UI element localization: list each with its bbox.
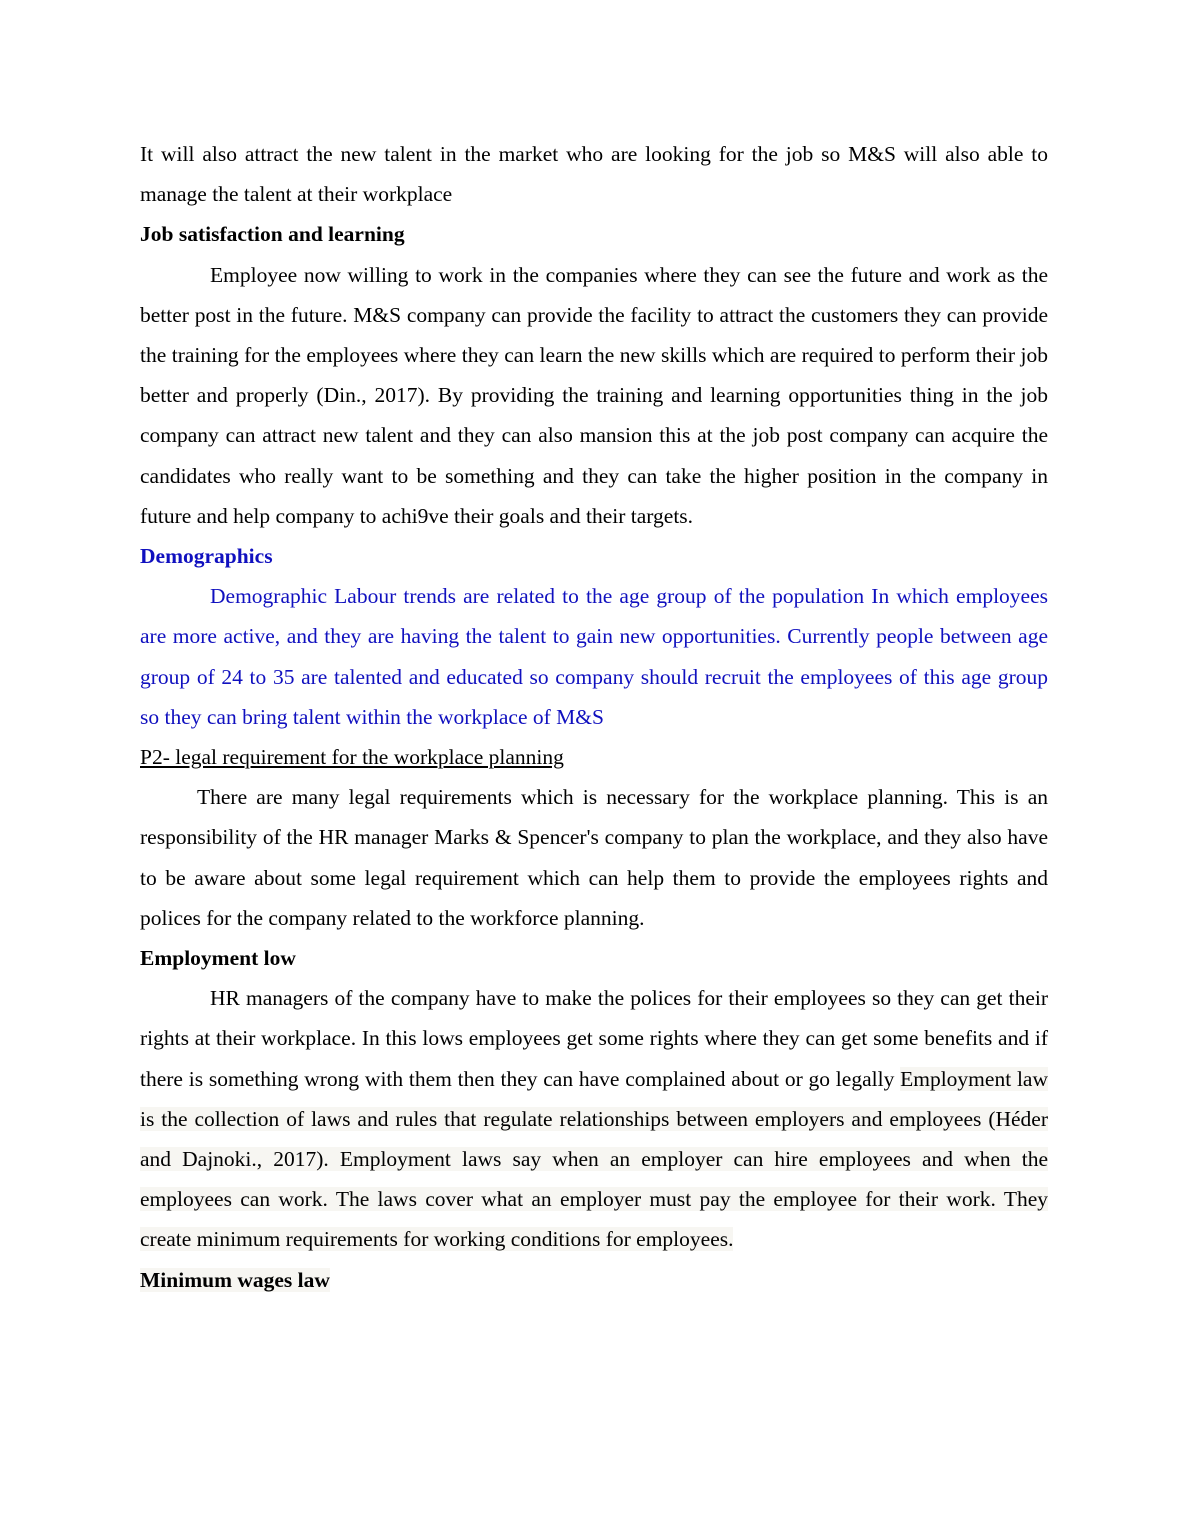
document-page	[140, 134, 1048, 1300]
heading-minimum-wages-law	[140, 1260, 1048, 1300]
paragraph-employment-law-highlight: Employment law is the collection of laws and rules that regulate relationships between employers and employees (Héder and Dajnoki., 2017). Employment laws say when an employer can hire employees and when the employees can work. The laws cover what an employer must pay the employee for their work. They create minimum requirements for working conditions for employees.	[140, 1066, 1048, 1252]
heading-job-satisfaction: Job satisfaction and learning	[140, 222, 405, 247]
paragraph-talent: It will also attract the new talent in the market who are looking for the job so M&S will also able to manage the talent at their workplace	[140, 142, 1048, 207]
heading-demographics: Demographics	[140, 544, 273, 569]
paragraph-demographics: Demographic Labour trends are related to the age group of the population In which employees are more active, and they are having the talent to gain new opportunities. Currently people between age group of 24 to 35 are talented and educated so company should recruit the employees of this age group so they can bring talent within the workplace of M&S	[140, 584, 1048, 729]
heading-p2-legal-requirement	[140, 737, 1048, 777]
paragraph-employment-law-intro: HR managers of the company have to make the polices for their employees so they can get their rights at their workplace. In this lows employees get some rights where they can get some benefits and if there is something wrong with them then they can have complained about or go legally	[140, 986, 1048, 1091]
paragraph-employment-law	[140, 978, 1048, 1259]
paragraph-job-satisfaction: Employee now willing to work in the companies where they can see the future and work as the better post in the future. M&S company can provide the facility to attract the customers they can provide the training for the employees where they can learn the new skills which are required to perform their job better and properly (Din., 2017). By providing the training and learning opportunities thing in the job company can attract new talent and they can also mansion this at the job post company can acquire the candidates who really want to be something and they can take the higher position in the company in future and help company to achi9ve their goals and their targets.	[140, 262, 1048, 528]
heading-employment-low: Employment low	[140, 946, 296, 971]
paragraph-p2-legal-requirement: There are many legal requirements which is necessary for the workplace planning. This is an responsibility of the HR manager Marks & Spencer's company to plan the workplace, and they also have to be aware about some legal requirement which can help them to provide the employees rights and polices for the company related to the workforce planning.	[140, 785, 1048, 930]
heading-minimum-wages-text: Minimum wages law	[140, 1267, 330, 1292]
heading-p2-text: P2- legal requirement for the workplace planning	[140, 745, 564, 770]
